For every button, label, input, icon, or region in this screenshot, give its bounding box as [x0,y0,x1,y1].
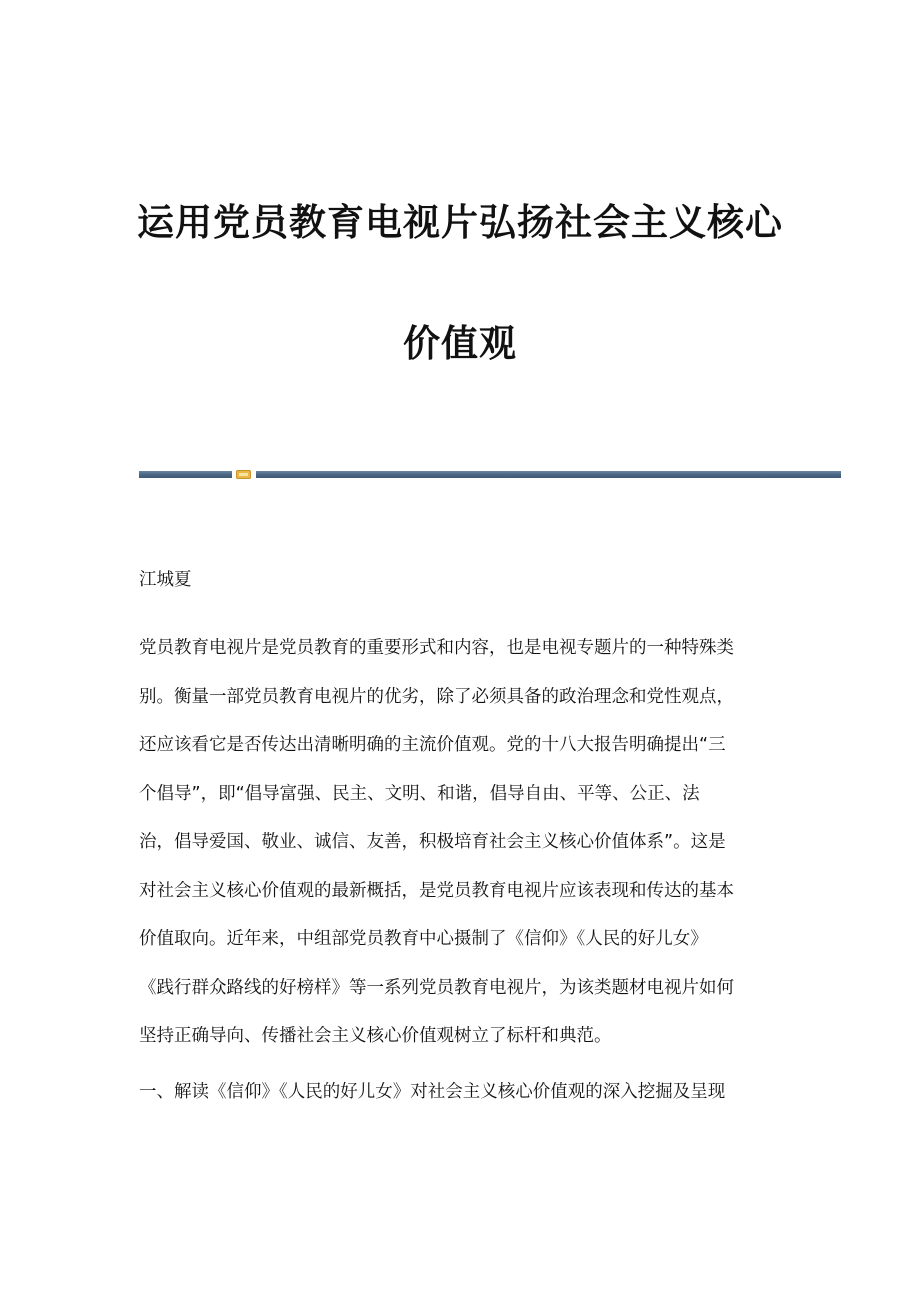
paragraph-line: 《践行群众路线的好榜样》等一系列党员教育电视片，为该类题材电视片如何 [139,977,734,998]
paragraph-line: 价值取向。近年来，中组部党员教育中心摄制了《信仰》《人民的好儿女》 [139,929,708,949]
paragraph-line: 治，倡导爱国、敬业、诚信、友善，积极培育社会主义核心价值体系”。这是 [139,832,726,852]
document-title-line-2: 价值观 [403,321,517,365]
document-title-line-1: 运用党员教育电视片弘扬社会主义核心 [137,200,783,244]
intro-paragraph [139,624,771,1061]
divider-bar-right [256,471,841,478]
author-name: 江城夏 [139,570,192,590]
section-heading: 一、解读《信仰》《人民的好儿女》对社会主义核心价值观的深入挖掘及呈现 [139,1082,726,1102]
divider-bar-left [139,471,232,478]
paragraph-line: 党员教育电视片是党员教育的重要形式和内容，也是电视专题片的一种特殊类 [139,638,734,658]
paragraph-line: 坚持正确导向、传播社会主义核心价值观树立了标杆和典范。 [139,1026,612,1046]
divider-ornament-icon [236,470,251,479]
paragraph-line: 还应该看它是否传达出清晰明确的主流价值观。党的十八大报告明确提出“三 [139,735,726,755]
paragraph-line: 个倡导”，即“倡导富强、民主、文明、和谐，倡导自由、平等、公正、法 [139,783,700,804]
paragraph-line: 别。衡量一部党员教育电视片的优劣，除了必须具备的政治理念和党性观点， [139,686,734,707]
title-divider [139,470,841,479]
paragraph-line: 对社会主义核心价值观的最新概括，是党员教育电视片应该表现和传达的基本 [139,880,734,901]
